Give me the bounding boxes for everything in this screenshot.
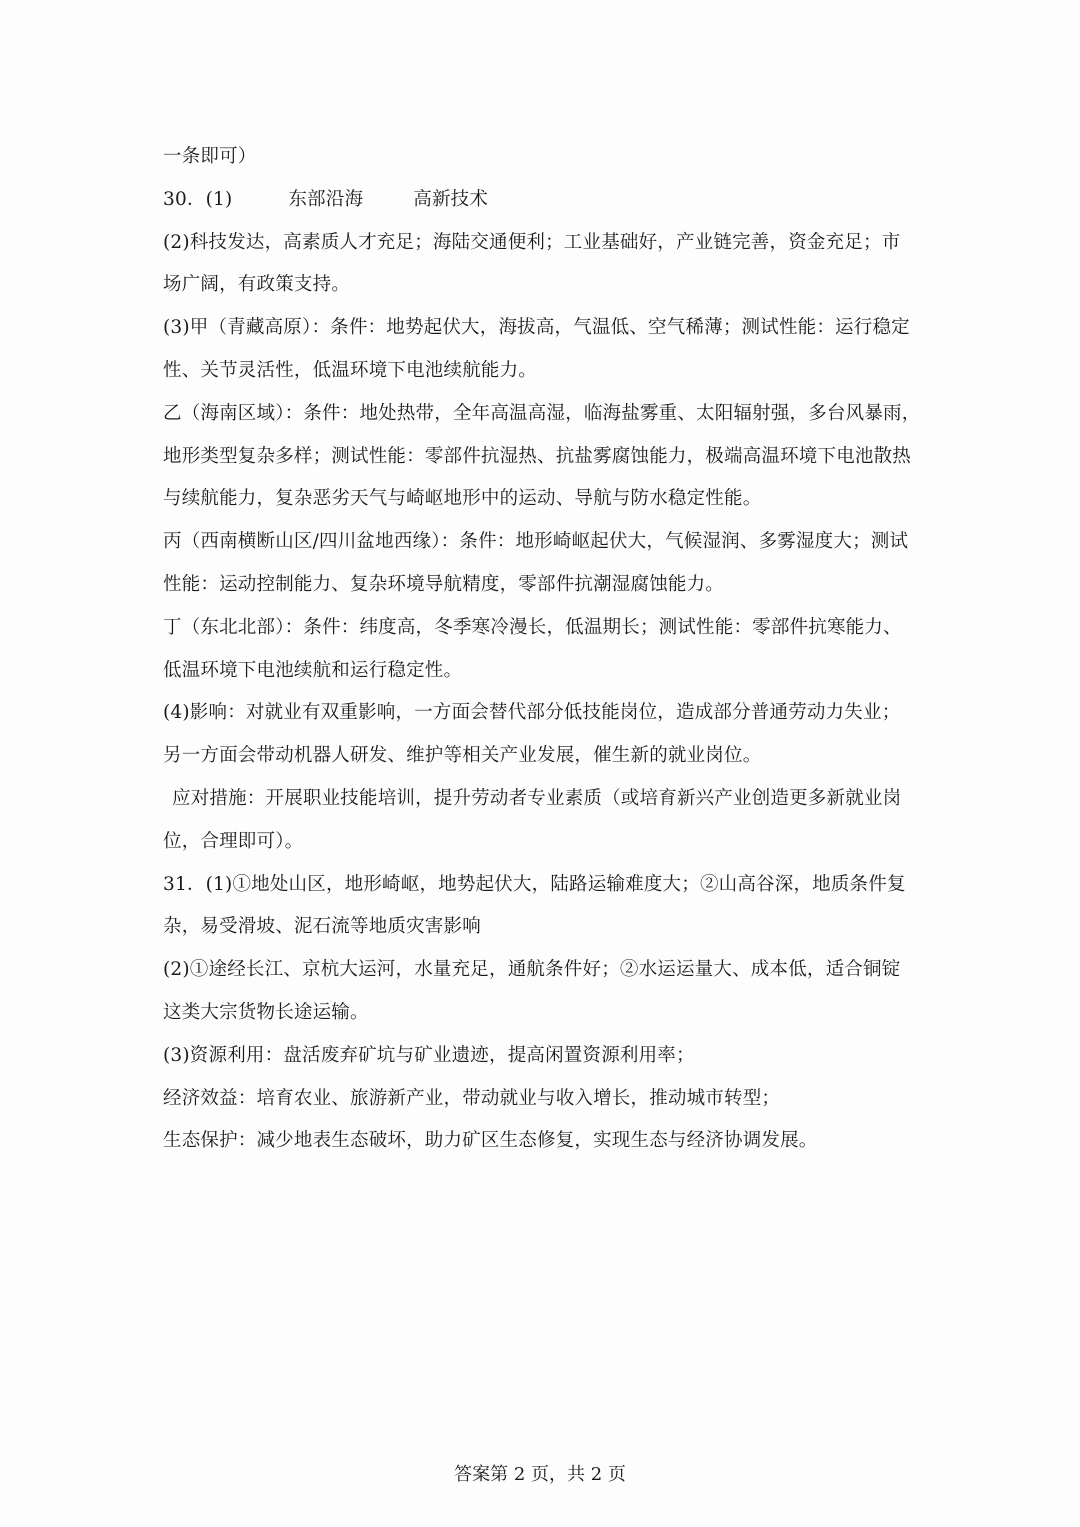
q31-part1-line-2: 杂，易受滑坡、泥石流等地质灾害影响 xyxy=(163,916,481,938)
q31-part2-line-1: (2)①途经长江、京杭大运河，水量充足，通航条件好；②水运运量大、成本低，适合铜锭 xyxy=(163,959,901,981)
q30-part4-line-1: (4)影响：对就业有双重影响，一方面会替代部分低技能岗位，造成部分普通劳动力失业； xyxy=(163,702,901,724)
q30-answer-2: 高新技术 xyxy=(413,188,489,210)
q30-part3-jia-line-2: 性、关节灵活性，低温环境下电池续航能力。 xyxy=(163,359,538,381)
q30-part3-ding-line-2: 低温环境下电池续航和运行稳定性。 xyxy=(163,659,463,681)
q30-part4-measures-line-1: 应对措施：开展职业技能培训，提升劳动者专业素质（或培育新兴产业创造更多新就业岗 xyxy=(172,787,902,809)
q30-part3-yi-line-1: 乙（海南区域）：条件：地处热带，全年高温高湿，临海盐雾重、太阳辐射强，多台风暴雨， xyxy=(163,402,921,424)
q30-label: 30．(1) xyxy=(163,188,233,210)
q30-answer-1: 东部沿海 xyxy=(288,188,364,210)
page-footer: 答案第 2 页，共 2 页 xyxy=(454,1464,626,1485)
q30-part1 xyxy=(163,179,923,222)
q30-part3-ding-line-1: 丁（东北北部）：条件：纬度高，冬季寒冷漫长，低温期长；测试性能：零部件抗寒能力、 xyxy=(163,616,902,638)
q30-part4-line-2: 另一方面会带动机器人研发、维护等相关产业发展，催生新的就业岗位。 xyxy=(163,745,762,767)
answer-content xyxy=(163,136,923,1163)
q30-part3-bing-line-1: 丙（西南横断山区/四川盆地西缘）：条件：地形崎岖起伏大，气候湿润、多雾湿度大；测试 xyxy=(163,531,909,553)
q31-part3-economy-line: 经济效益：培育农业、旅游新产业，带动就业与收入增长，推动城市转型； xyxy=(163,1087,781,1109)
q31-part1-line-1: 31．(1)①地处山区，地形崎岖，地势起伏大，陆路运输难度大；②山高谷深，地质条件复 xyxy=(163,873,906,895)
q30-part3-yi-line-3: 与续航能力，复杂恶劣天气与崎岖地形中的运动、导航与防水稳定性能。 xyxy=(163,488,762,510)
q30-part3-yi-line-2: 地形类型复杂多样；测试性能：零部件抗湿热、抗盐雾腐蚀能力，极端高温环境下电池散热 xyxy=(163,445,912,467)
q30-part2-line-1: (2)科技发达，高素质人才充足；海陆交通便利；工业基础好，产业链完善，资金充足；市 xyxy=(163,231,901,253)
q30-part3-bing-line-2: 性能：运动控制能力、复杂环境导航精度，零部件抗潮湿腐蚀能力。 xyxy=(163,573,725,595)
q31-part2-line-2: 这类大宗货物长途运输。 xyxy=(163,1001,369,1023)
q31-part3-resource-line: (3)资源利用：盘活废弃矿坑与矿业遗迹，提高闲置资源利用率； xyxy=(163,1044,695,1066)
q31-part3-ecology-line: 生态保护：减少地表生态破坏，助力矿区生态修复，实现生态与经济协调发展。 xyxy=(163,1130,818,1152)
q30-part3-jia-line-1: (3)甲（青藏高原）：条件：地势起伏大，海拔高，气温低、空气稀薄；测试性能：运行稳定 xyxy=(163,317,910,339)
q30-part2-line-2: 场广阔，有政策支持。 xyxy=(163,274,351,296)
q30-part4-measures-line-2: 位，合理即可）。 xyxy=(163,830,304,852)
continuation-line: 一条即可） xyxy=(163,146,257,167)
